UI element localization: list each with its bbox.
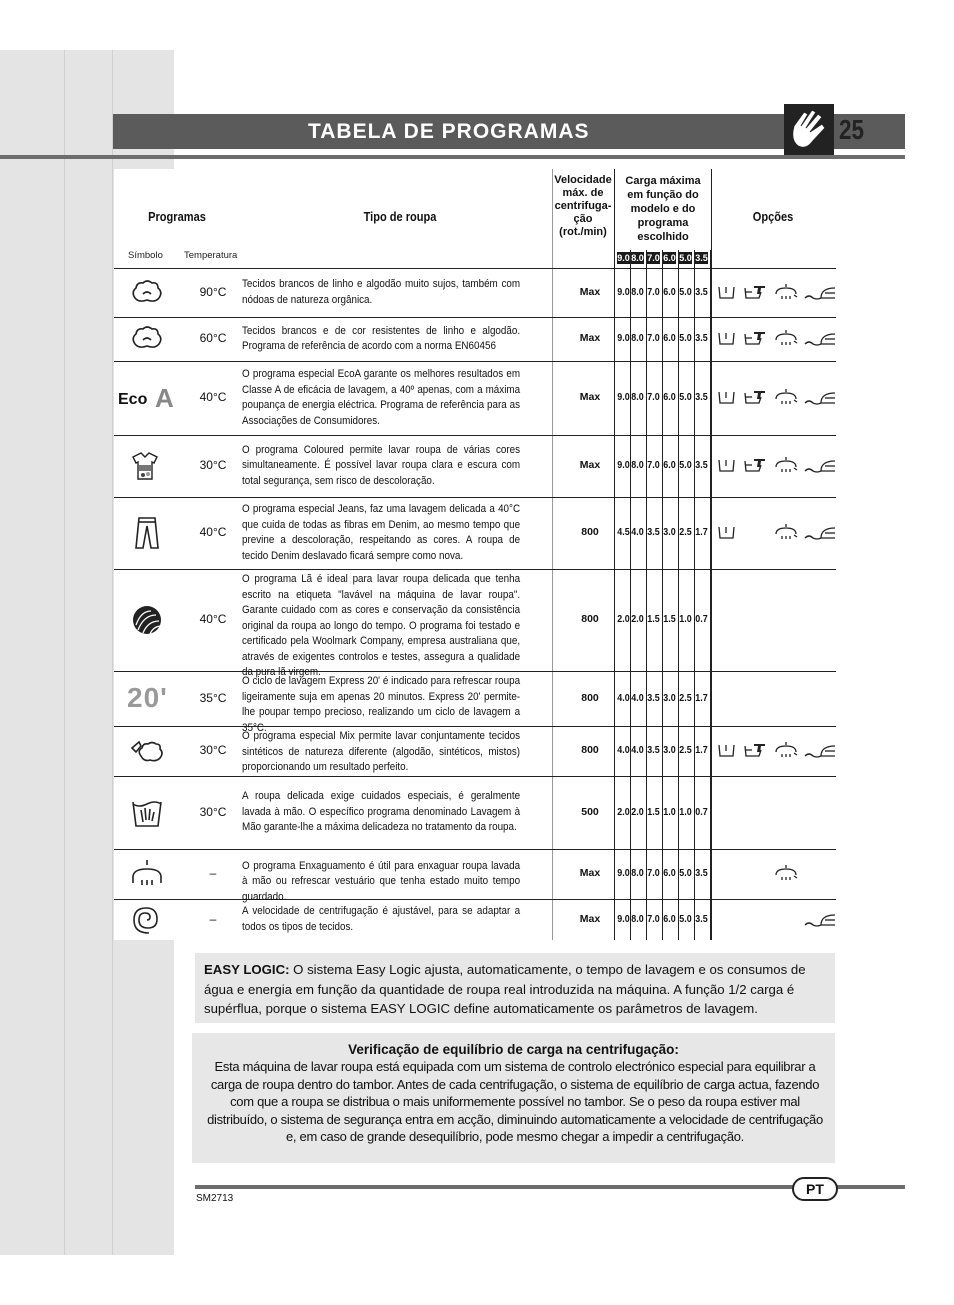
load-cell: 5.0: [679, 867, 692, 879]
fabric-description: O programa Lã é ideal para lavar roupa delicada que tenha escrito na etiqueta "lavável na máquina de lavar roupa". Garante cuidado com as cores e conservação da consistência original da roupa ao longo do tempo. O programa foi testado e certificado pela Woolmark Company, empresa australiana que, através de exigentes controlos e testes, assegura a qualidade da pura lã virgem.: [242, 573, 521, 678]
load-cell: 2.5: [679, 744, 692, 756]
load-cell: 3.5: [647, 744, 660, 756]
row-divider: [114, 776, 836, 777]
prewash-option-icon: [716, 329, 738, 352]
load-column-chip: 7.0: [647, 253, 660, 263]
load-cell: 1.5: [647, 613, 660, 625]
load-cell: 3.5: [647, 691, 660, 704]
wool-icon: [127, 603, 167, 635]
easy-logic-label: EASY LOGIC:: [204, 962, 290, 977]
load-cell: 3.0: [663, 744, 676, 756]
coloured-icon: [127, 449, 167, 481]
stain-option-icon: [742, 741, 768, 764]
prewash-option-icon: [716, 388, 738, 411]
rinse-option-icon: [773, 523, 801, 546]
load-cell: 4.0: [631, 526, 644, 538]
language-badge: PT: [792, 1177, 838, 1201]
col-divider: [711, 169, 712, 940]
spin-icon: [127, 903, 167, 935]
load-cell: 3.5: [695, 391, 708, 403]
load-cell: 0.7: [695, 805, 708, 818]
load-cell: 3.5: [695, 459, 708, 471]
load-cell: 6.0: [663, 867, 676, 879]
col-divider: [662, 250, 663, 940]
load-cell: 9.0: [617, 332, 630, 344]
rinse-option-icon: [773, 456, 801, 479]
max-speed-cell: 800: [581, 526, 599, 538]
fabric-description: O ciclo de lavagem Express 20' é indicado para refrescar roupa ligeiramente suja em apenas 20 minutos. Express 20' permite-lhe poupar tempo precioso, realizando um ciclo de lavagem a 35°C.: [242, 675, 521, 734]
load-cell: 2.0: [631, 613, 644, 625]
rinse-option-icon: [773, 283, 801, 306]
max-speed-cell: Max: [579, 285, 601, 298]
load-cell: 3.0: [663, 526, 676, 538]
prewash-option-icon: [716, 741, 738, 764]
spin-option-icon: [803, 283, 837, 306]
max-speed-cell: Max: [579, 332, 601, 344]
temperature-cell: 30°C: [199, 458, 227, 472]
handwash-icon: [127, 796, 167, 828]
load-cell: 1.0: [663, 805, 676, 818]
load-cell: 3.5: [695, 285, 708, 298]
max-speed-cell: 500: [581, 805, 599, 818]
load-cell: 3.0: [663, 691, 676, 704]
header-rule: [0, 155, 905, 159]
temperature-cell: 40°C: [199, 525, 227, 539]
load-cell: 2.0: [617, 613, 630, 625]
col-divider: [630, 250, 631, 940]
fabric-description: O programa especial Jeans, faz uma lavagem delicada a 40°C que cuida de todas as fibras em Denim, ao mesmo tempo que previne a descoloração, respeitando as cores. A roupa de tecido Denim deslavado ficará sempre como nova.: [242, 503, 521, 562]
temperature-cell: 35°C: [199, 690, 227, 705]
max-speed-cell: Max: [579, 912, 601, 925]
fabric-description: A velocidade de centrifugação é ajustável, para se adaptar a todos os tipos de tecidos.: [242, 905, 521, 933]
load-cell: 1.7: [695, 691, 708, 704]
load-cell: 9.0: [617, 912, 630, 925]
load-cell: 1.7: [695, 526, 708, 538]
temperature-cell: 40°C: [199, 612, 227, 626]
express-20-symbol: 20': [127, 681, 168, 713]
load-cell: 8.0: [631, 867, 644, 879]
load-cell: 1.5: [663, 613, 676, 625]
load-cell: 4.5: [617, 526, 630, 538]
side-divider: [64, 50, 65, 1255]
load-cell: 7.0: [647, 391, 660, 403]
rinse-option-icon: [773, 329, 801, 352]
col-options: Opções: [752, 209, 794, 224]
row-divider: [114, 435, 836, 436]
load-cell: 6.0: [663, 459, 676, 471]
page-number: 25: [839, 114, 864, 145]
stain-option-icon: [742, 456, 768, 479]
max-speed-cell: Max: [579, 867, 601, 879]
load-cell: 4.0: [617, 691, 630, 704]
load-cell: 2.5: [679, 526, 692, 538]
load-cell: 7.0: [647, 285, 660, 298]
row-divider: [114, 361, 836, 362]
fabric-description: O programa especial Mix permite lavar conjuntamente tecidos sintéticos de natureza diferente (algodão, sintéticos, mistos) proporcionando um resultado perfeito.: [242, 730, 521, 773]
easy-logic-body: O sistema Easy Logic ajusta, automaticamente, o tempo de lavagem e os consumos de água e energia em função da quantidade de roupa real introduzida na máquina. A função 1/2 carga é supérflua, porque o sistema EASY LOGIC define automaticamente os parâmetros de lavagem.: [204, 962, 806, 1016]
col-fabric: Tipo de roupa: [363, 209, 437, 224]
row-divider: [114, 569, 836, 570]
max-speed-cell: 800: [581, 613, 599, 625]
fabric-description: Tecidos brancos e de cor resistentes de linho e algodão. Programa de referência de acordo com a norma EN60456: [242, 324, 521, 352]
load-cell: 9.0: [617, 867, 630, 879]
easy-logic-text: [204, 960, 828, 1019]
load-cell: 1.5: [647, 805, 660, 818]
row-divider: [114, 497, 836, 498]
load-cell: 9.0: [617, 459, 630, 471]
temperature-cell: –: [209, 866, 217, 880]
temperature-cell: 30°C: [199, 743, 227, 757]
load-cell: 1.7: [695, 744, 708, 756]
load-cell: 5.0: [679, 285, 692, 298]
load-column-chip: 8.0: [631, 253, 644, 263]
fabric-description: A roupa delicada exige cuidados especiais, é geralmente lavada à mão. O específico programa denominado Lavagem à Mão garante-lhe a máxima delicadeza no tratamento da roupa.: [242, 790, 521, 834]
col-load: Carga máxima em função do modelo e do programa escolhido: [625, 175, 701, 243]
load-cell: 6.0: [663, 391, 676, 403]
load-cell: 5.0: [679, 391, 692, 403]
cotton-icon: [127, 322, 167, 354]
stain-option-icon: [742, 283, 768, 306]
hand-icon: [786, 104, 836, 156]
max-speed-cell: Max: [579, 459, 601, 471]
load-column-chip: 9.0: [617, 253, 630, 263]
temperature-cell: 60°C: [199, 331, 227, 345]
load-cell: 9.0: [617, 391, 630, 403]
spin-option-icon: [803, 523, 837, 546]
fabric-description: O programa Coloured permite lavar roupa de várias cores simultaneamente. É possível lavar roupa clara e escura com total segurança, sem risco de descoloração.: [242, 443, 521, 487]
temperature-cell: 30°C: [199, 804, 227, 819]
load-cell: 8.0: [631, 285, 644, 298]
document-code: SM2713: [196, 1193, 234, 1204]
spin-option-icon: [803, 741, 837, 764]
load-cell: 6.0: [663, 912, 676, 925]
spin-option-icon: [803, 456, 837, 479]
col-programs: Programas: [148, 209, 206, 224]
max-speed-cell: 800: [581, 744, 599, 756]
load-cell: 2.0: [617, 805, 630, 818]
stain-option-icon: [742, 388, 768, 411]
load-cell: 4.0: [631, 744, 644, 756]
load-cell: 8.0: [631, 391, 644, 403]
load-cell: 8.0: [631, 332, 644, 344]
spin-option-icon: [803, 910, 837, 933]
eco-class-letter: A: [155, 383, 174, 413]
load-cell: 3.5: [647, 526, 660, 538]
load-cell: 2.5: [679, 691, 692, 704]
rinse-option-icon: [773, 864, 801, 887]
load-cell: 3.5: [695, 912, 708, 925]
load-cell: 2.0: [631, 805, 644, 818]
row-divider: [114, 849, 836, 850]
load-cell: 7.0: [647, 912, 660, 925]
side-divider: [112, 50, 113, 1255]
verification-text: Esta máquina de lavar roupa está equipada com um sistema de controlo electrónico especial para equilibrar a carga de roupa dentro do tambor. Antes de cada centrifugação, o sistema de equilíbrio de carga actua, fazendo com que a roupa se distribua o mais uniformemente possível no tambor. Se o peso da roupa estiver mal distribuído, o sistema de segurança entra em acção, diminuindo automaticamente a velocidade de centrifugação e, em caso de grande desequilíbrio, pode mesmo chegar a impedir a centrifugação.: [207, 1059, 823, 1144]
stain-option-icon: [742, 329, 768, 352]
spin-option-icon: [803, 388, 837, 411]
load-column-chip: 6.0: [663, 253, 676, 263]
load-cell: 4.0: [631, 691, 644, 704]
load-cell: 1.0: [679, 613, 692, 625]
mix-icon: [127, 734, 167, 766]
col-temperature: Temperatura: [184, 250, 238, 261]
rinse-icon: [127, 857, 167, 889]
load-column-chip: 3.5: [695, 253, 708, 263]
prewash-option-icon: [716, 523, 738, 546]
load-cell: 8.0: [631, 912, 644, 925]
load-cell: 5.0: [679, 912, 692, 925]
fabric-description: O programa Enxaguamento é útil para enxaguar roupa lavada à mão ou refrescar vestuário que tenha estado muito tempo guardado.: [242, 859, 521, 903]
rinse-option-icon: [773, 741, 801, 764]
jeans-icon: [127, 516, 167, 548]
temperature-cell: –: [209, 911, 217, 926]
load-cell: 1.0: [679, 805, 692, 818]
fabric-description: Tecidos brancos de linho e algodão muito sujos, também com nódoas de natureza orgânica.: [242, 278, 521, 306]
col-divider: [614, 169, 615, 940]
load-cell: 7.0: [647, 867, 660, 879]
cotton-icon: [127, 276, 167, 308]
load-column-chip: 5.0: [679, 253, 692, 263]
col-divider: [552, 169, 553, 940]
verification-title: Verificação de equilíbrio de carga na centrifugação:: [348, 1042, 679, 1057]
load-cell: 5.0: [679, 459, 692, 471]
load-cell: 9.0: [617, 285, 630, 298]
load-cell: 3.5: [695, 332, 708, 344]
col-divider: [678, 250, 679, 940]
eco-a-symbol: [118, 383, 182, 413]
eco-label: Eco: [118, 391, 148, 408]
col-divider: [694, 250, 695, 940]
spin-option-icon: [803, 329, 837, 352]
col-speed: Velocidade máx. de centrifuga- ção (rot./min): [554, 174, 612, 238]
load-cell: 7.0: [647, 459, 660, 471]
col-symbol: Símbolo: [128, 250, 163, 261]
load-cell: 7.0: [647, 332, 660, 344]
load-cell: 3.5: [695, 867, 708, 879]
load-cell: 0.7: [695, 613, 708, 625]
load-cell: 8.0: [631, 459, 644, 471]
temperature-cell: 90°C: [199, 284, 227, 299]
max-speed-cell: 800: [581, 691, 599, 704]
row-divider: [114, 317, 836, 318]
load-cell: 4.0: [617, 744, 630, 756]
load-cell: 5.0: [679, 332, 692, 344]
page-title: TABELA DE PROGRAMAS: [308, 120, 590, 143]
rinse-option-icon: [773, 388, 801, 411]
row-divider: [114, 268, 836, 269]
prewash-option-icon: [716, 456, 738, 479]
temperature-cell: 40°C: [199, 390, 227, 404]
col-divider: [646, 250, 647, 940]
prewash-option-icon: [716, 283, 738, 306]
max-speed-cell: Max: [579, 391, 601, 403]
load-cell: 6.0: [663, 332, 676, 344]
fabric-description: O programa especial EcoA garante os melhores resultados em Classe A de eficácia de lavagem, a 40º apenas, com a máxima poupança de energia eléctrica. Programa de referência para as Associações de Consumidores.: [242, 368, 521, 427]
load-cell: 6.0: [663, 285, 676, 298]
